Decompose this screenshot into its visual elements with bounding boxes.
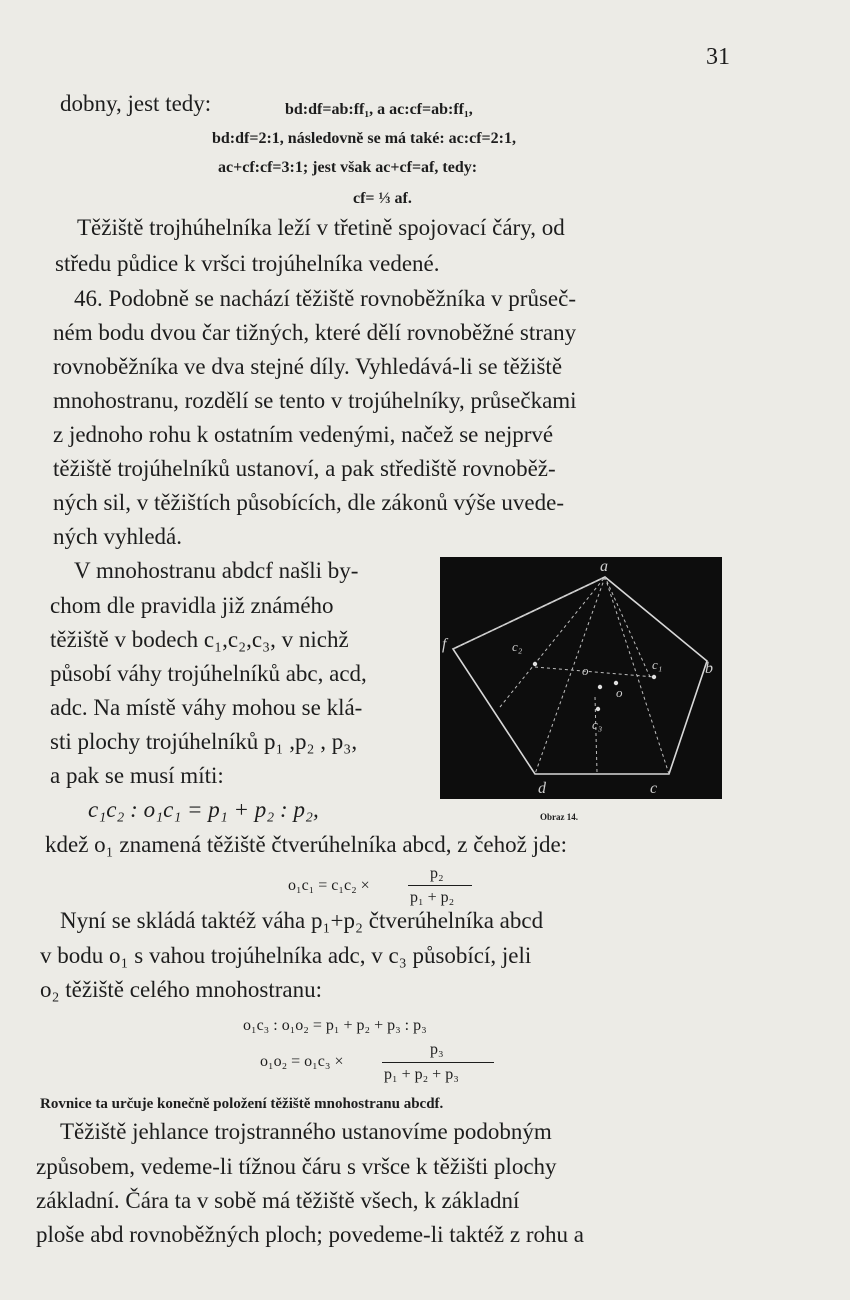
label-b: b — [705, 660, 713, 677]
label-c: c — [650, 780, 658, 797]
text-line: rovnoběžníka ve dva stejné díly. Vyhledává-li se těžiště — [53, 354, 563, 379]
figure-caption: Obraz 14. — [540, 812, 578, 822]
text-line: sti plochy trojúhelníků p₁ ,p₂ , p₃, — [50, 729, 358, 754]
formula-line: o₁c₃ : o₁o₂ = p₁ + p₂ + p₃ : p₃ — [243, 1017, 427, 1034]
point-c3 — [596, 707, 600, 711]
text-line: Nyní se skládá taktéž váha p₁+p₂ čtverúhelníka abcd — [60, 908, 544, 933]
text-line: ném bodu dvou čar tižných, které dělí rovnoběžné strany — [53, 320, 577, 345]
point-c2 — [533, 662, 537, 666]
text-line: ných vyhledá. — [53, 524, 183, 549]
point-o — [598, 685, 602, 689]
formula-lhs: o₁c₁ = c₁c₂ × — [288, 877, 370, 894]
text-line: kdež o₁ znamená těžiště čtverúhelníka abcd, z čehož jde: — [45, 832, 568, 857]
formula-denominator: p₁ + p₂ + p₃ — [384, 1066, 459, 1083]
text-line: Těžiště trojhúhelníka leží v třetině spojovací čáry, od — [77, 215, 565, 240]
text-line: základní. Čára ta v sobě má těžiště všech, k základní — [36, 1188, 520, 1213]
text-line: o₂ těžiště celého mnohostranu: — [40, 977, 323, 1002]
diagonal-ad — [535, 577, 605, 774]
text-line: mnohostranu, rozdělí se tento v trojúhelníky, průsečkami — [53, 388, 577, 413]
label-o2: o — [616, 685, 623, 700]
text-line: v bodu o₁ s vahou trojúhelníka adc, v c₃ působící, jeli — [40, 943, 532, 968]
median-line — [605, 577, 650, 677]
formula-numerator: p₃ — [430, 1041, 444, 1058]
label-c1: c₁ — [652, 657, 663, 672]
fraction-bar — [382, 1062, 494, 1063]
text-line: těžiště v bodech c₁,c₂,c₃, v nichž — [50, 627, 349, 652]
text-line: dobny, jest tedy: — [60, 91, 212, 116]
text-line: adc. Na místě váhy mohou se klá- — [50, 695, 363, 720]
text-line: ploše abd rovnoběžných ploch; povedeme-li taktéž z rohu a — [36, 1222, 584, 1247]
formula-numerator: p₂ — [430, 865, 444, 882]
point-c1 — [652, 675, 656, 679]
text-line: a pak se musí míti: — [50, 763, 224, 788]
formula-denominator: p₁ + p₂ — [410, 889, 455, 906]
formula-line: cf= ⅓ af. — [353, 190, 412, 207]
formula-line: bd:df=ab:ff₁, a ac:cf=ab:ff₁, — [285, 101, 473, 118]
label-d: d — [538, 780, 546, 797]
formula-line: ac+cf:cf=3:1; jest však ac+cf=af, tedy: — [218, 159, 478, 176]
text-line: 46. Podobně se nachází těžiště rovnoběžníka v průseč- — [74, 286, 576, 311]
text-line: Těžiště jehlance trojstranného ustanovíme podobným — [60, 1119, 552, 1144]
text-line: chom dle pravidla již známého — [50, 593, 334, 618]
label-c2: c₂ — [512, 639, 523, 654]
polygon-figure — [440, 557, 722, 799]
label-o1: o — [582, 663, 589, 678]
text-line: působí váhy trojúhelníků abc, acd, — [50, 661, 367, 686]
pentagon-outline — [453, 577, 707, 774]
page-number: 31 — [706, 44, 730, 70]
text-line: c₁c₂ : o₁c₁ = p₁ + p₂ : p₂, — [88, 797, 319, 822]
pentagon-diagram — [440, 557, 722, 799]
text-line: ných sil, v těžištích působících, dle zákonů výše uvede- — [53, 490, 564, 515]
label-c3: c₃ — [592, 717, 603, 732]
formula-line: bd:df=2:1, následovně se má také: ac:cf=2:1, — [212, 130, 516, 147]
connector-c1c2 — [535, 667, 655, 677]
text-line: způsobem, vedeme-li tížnou čáru s vršce k těžišti plochy — [36, 1154, 557, 1179]
fraction-bar — [408, 885, 472, 886]
text-line: z jednoho rohu k ostatním vedenými, načež se nejprvé — [53, 422, 554, 447]
text-line: Rovnice ta určuje konečně položení těžiště mnohostranu abcdf. — [40, 1096, 444, 1112]
text-line: těžiště trojúhelníků ustanoví, a pak střediště rovnoběž- — [53, 456, 556, 481]
text-line: středu půdice k vršci trojúhelníka vedené. — [55, 251, 440, 276]
formula-lhs: o₁o₂ = o₁c₃ × — [260, 1053, 344, 1070]
text-line: V mnohostranu abdcf našli by- — [74, 558, 359, 583]
label-f: f — [442, 636, 447, 653]
label-a: a — [600, 558, 608, 575]
